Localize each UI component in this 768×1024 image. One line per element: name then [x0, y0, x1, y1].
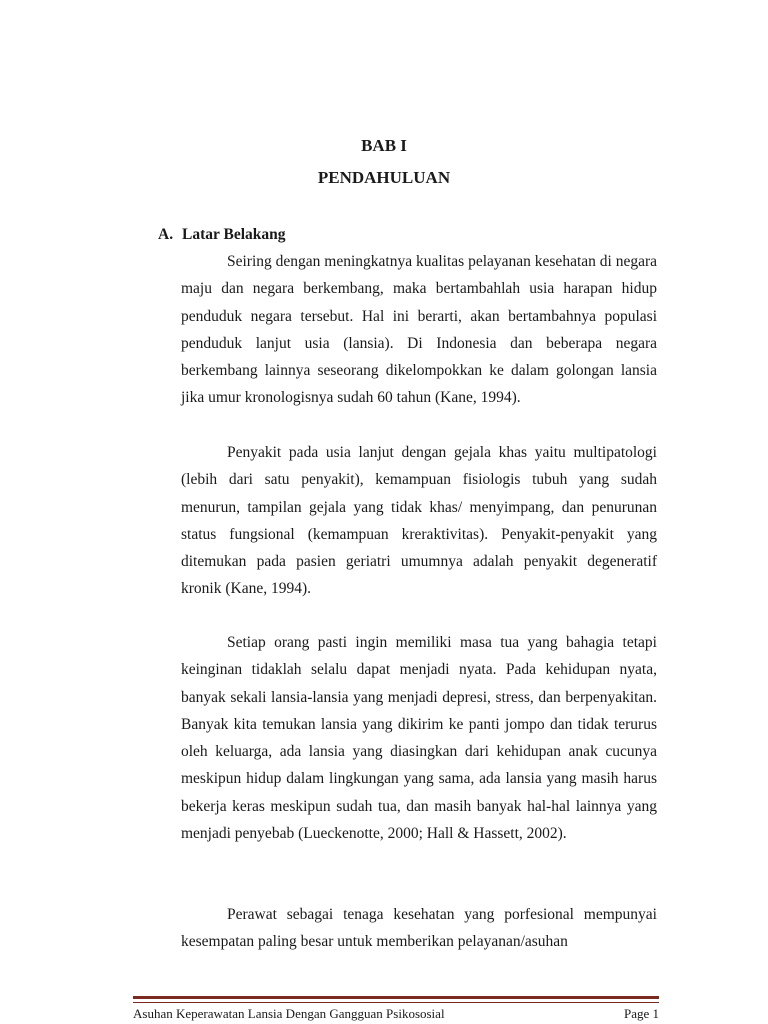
chapter-title: PENDAHULUAN	[317, 168, 451, 187]
section-marker: A.	[158, 226, 174, 243]
chapter-label: BAB I	[361, 136, 407, 155]
section-heading	[158, 226, 286, 244]
footer-divider	[133, 996, 659, 1003]
page-footer	[133, 996, 659, 1024]
section-title: Latar Belakang	[182, 226, 286, 243]
footer-title: Asuhan Keperawatan Lansia Dengan Gangguan Psikososial	[133, 1006, 445, 1021]
paragraph: Seiring dengan meningkatnya kualitas pelayanan kesehatan di negara maju dan negara berkembang, maka bertambahlah usia harapan hidup penduduk negara tersebut. Hal ini berarti, akan bertambahnya populasi penduduk lanjut usia (lansia). Di Indonesia dan beberapa negara berkembang lainnya seseorang dikelompokkan ke dalam golongan lansia jika umur kronologisnya sudah 60 tahun (Kane, 1994).	[181, 253, 657, 407]
paragraph: Perawat sebagai tenaga kesehatan yang porfesional mempunyai kesempatan paling besar untuk memberikan pelayanan/asuhan	[181, 906, 657, 951]
paragraph: Penyakit pada usia lanjut dengan gejala khas yaitu multipatologi (lebih dari satu penyakit), kemampuan fisiologis tubuh yang sudah menurun, tampilan gejala yang tidak khas/ menyimpang, dan penurunan status fungsional (kemampuan kreraktivitas). Penyakit-penyakit yang ditemukan pada pasien geriatri umumnya adalah penyakit degeneratif kronik (Kane, 1994).	[181, 444, 657, 598]
page-number: Page 1	[623, 1006, 659, 1021]
paragraph: Setiap orang pasti ingin memiliki masa tua yang bahagia tetapi keinginan tidaklah selalu dapat menjadi nyata. Pada kehidupan nyata, banyak sekali lansia-lansia yang menjadi depresi, stress, dan berpenyakitan. Banyak kita temukan lansia yang dikirim ke panti jompo dan tidak terurus oleh keluarga, ada lansia yang diasingkan dari kehidupan anak cucunya meskipun hidup dalam lingkungan yang sama, ada lansia yang masih harus bekerja keras meskipun sudah tua, dan masih banyak hal-hal lainnya yang menjadi penyebab (Lueckenotte, 2000; Hall & Hassett, 2002).	[181, 634, 657, 843]
